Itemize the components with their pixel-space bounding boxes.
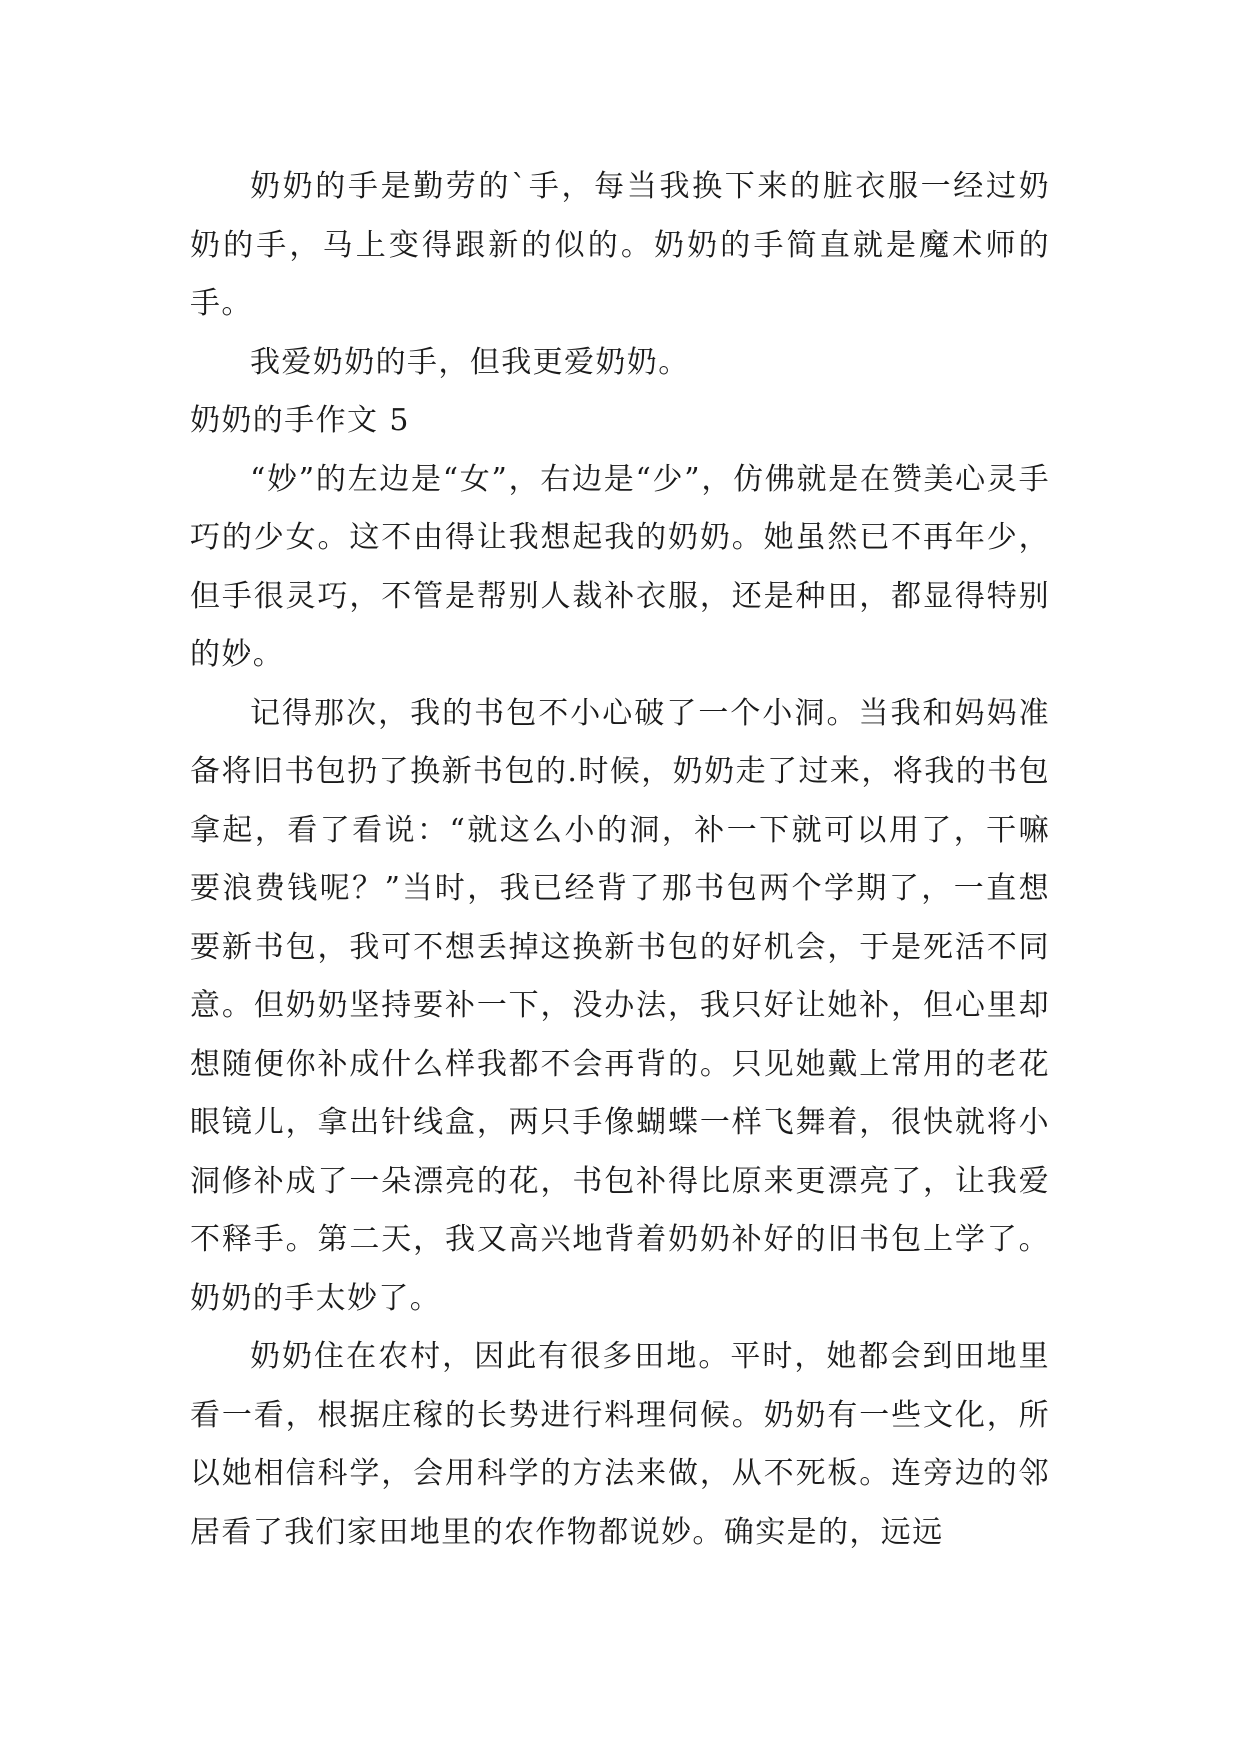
paragraph-miao-character: “妙”的左边是“女”，右边是“少”，仿佛就是在赞美心灵手巧的少女。这不由得让我想起我的奶奶。她虽然已不再年少，但手很灵巧，不管是帮别人裁补衣服，还是种田，都显得特别的妙。: [190, 461, 1050, 672]
paragraph-farmland: 奶奶住在农村，因此有很多田地。平时，她都会到田地里看一看，根据庄稼的长势进行料理伺候。奶奶有一些文化，所以她相信科学，会用科学的方法来做，从不死板。连旁边的邻居看了我们家田地里的农作物都说妙。确实是的，远远: [190, 1339, 1050, 1550]
document-body: [190, 158, 1050, 1562]
essay-heading: 奶奶的手作文 5: [190, 403, 410, 438]
paragraph-school-bag: 记得那次，我的书包不小心破了一个小洞。当我和妈妈准备将旧书包扔了换新书包的.时候，奶奶走了过来，将我的书包拿起，看了看说：“就这么小的洞，补一下就可以用了，干嘛要浪费钱呢？”当时，我已经背了那书包两个学期了，一直想要新书包，我可不想丢掉这换新书包的好机会，于是死活不同意。但奶奶坚持要补一下，没办法，我只好让她补，但心里却想随便你补成什么样我都不会再背的。只见她戴上常用的老花眼镜儿，拿出针线盒，两只手像蝴蝶一样飞舞着，很快就将小洞修补成了一朵漂亮的花，书包补得比原来更漂亮了，让我爱不释手。第二天，我又高兴地背着奶奶补好的旧书包上学了。奶奶的手太妙了。: [190, 695, 1050, 1316]
paragraph-love-grandma: 我爱奶奶的手，但我更爱奶奶。: [250, 344, 690, 380]
paragraph-hands-hardworking: 奶奶的手是勤劳的`手，每当我换下来的脏衣服一经过奶奶的手，马上变得跟新的似的。奶奶的手简直就是魔术师的手。: [190, 169, 1050, 321]
